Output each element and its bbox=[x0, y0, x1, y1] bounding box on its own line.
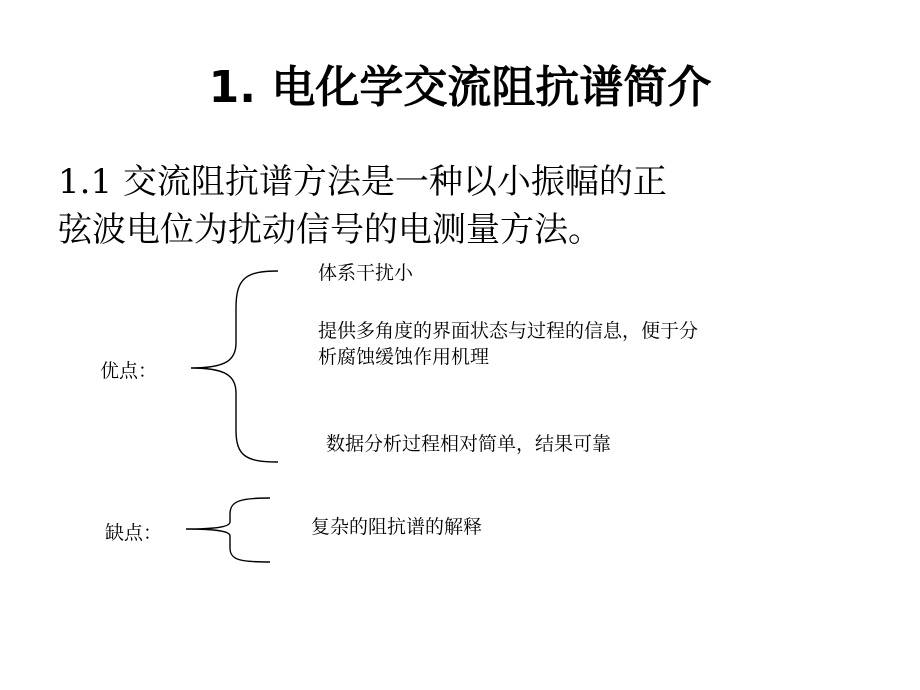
intro-line-2: 弦波电位为扰动信号的电测量方法。 bbox=[58, 210, 602, 250]
advantages-label: 优点： bbox=[100, 360, 158, 382]
advantage-item-2: 提供多角度的界面状态与过程的信息，便于分 bbox=[318, 320, 699, 342]
disadvantage-item-1: 复杂的阻抗谱的解释 bbox=[311, 516, 483, 538]
advantage-item-3: 数据分析过程相对简单，结果可靠 bbox=[326, 433, 612, 455]
advantage-item-1: 体系干扰小 bbox=[318, 262, 414, 284]
disadvantages-label: 缺点： bbox=[105, 522, 163, 544]
advantages-brace bbox=[188, 268, 288, 468]
intro-paragraph bbox=[58, 158, 818, 254]
advantage-item-2-cont: 析腐蚀缓蚀作用机理 bbox=[318, 346, 490, 368]
slide-title: 1. 电化学交流阻抗谱简介 bbox=[208, 62, 712, 113]
intro-line-1: 1.1 交流阻抗谱方法是一种以小振幅的正 bbox=[58, 162, 667, 202]
disadvantages-brace bbox=[184, 496, 274, 566]
